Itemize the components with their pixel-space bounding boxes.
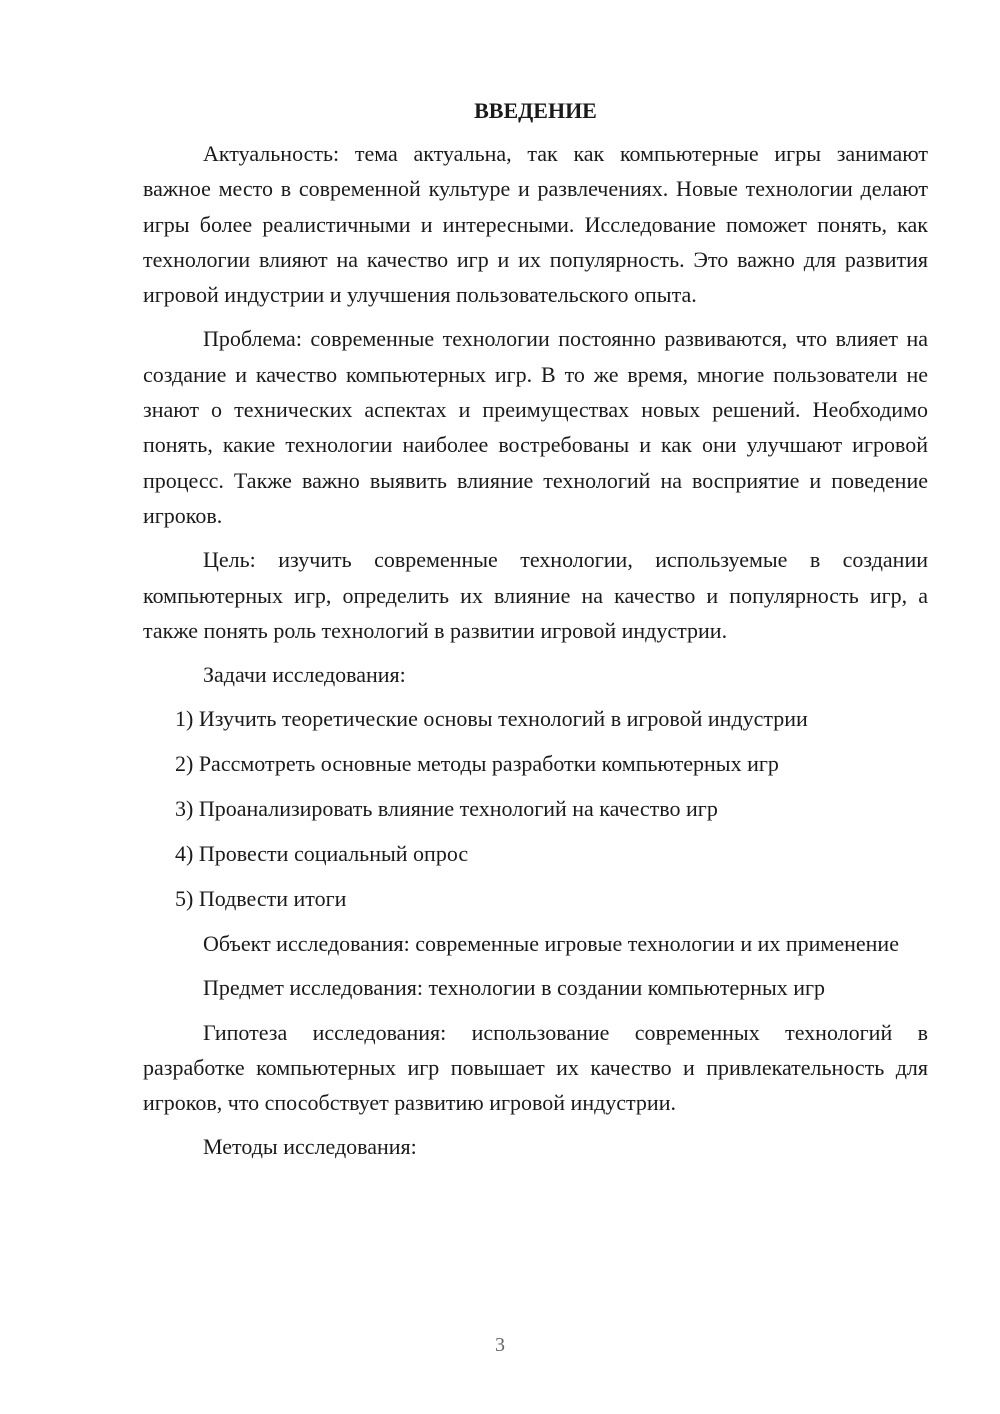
list-item: 2) Рассмотреть основные методы разработки компьютерных игр [175, 751, 779, 777]
hypothesis-paragraph: Гипотеза исследования: использование современных технологий в разработке компьютерных игр повышает их качество и привлекательность для игроков, что способствует развитию игровой индустрии. [143, 1019, 928, 1116]
list-item: 1) Изучить теоретические основы технологий в игровой индустрии [175, 706, 808, 732]
page-title: ВВЕДЕНИЕ [474, 98, 597, 123]
relevance-paragraph: Актуальность: тема актуальна, так как компьютерные игры занимают важное место в современной культуре и развлечениях. Новые технологии делают игры более реалистичными и интересными. Исследование поможет понять, как технологии влияют на качество игр и их популярность. Это важно для развития игровой индустрии и улучшения пользовательского опыта. [143, 141, 928, 308]
page-number: 3 [495, 1334, 505, 1356]
list-item: 4) Провести социальный опрос [175, 841, 469, 867]
list-item: 5) Подвести итоги [175, 886, 347, 912]
object-paragraph: Объект исследования: современные игровые технологии и их применение [203, 930, 899, 956]
subject-paragraph: Предмет исследования: технологии в создании компьютерных игр [203, 975, 826, 1001]
tasks-heading: Задачи исследования: [203, 662, 406, 688]
tasks-list [143, 701, 928, 916]
methods-heading: Методы исследования: [203, 1134, 417, 1160]
document-page [143, 96, 928, 1174]
list-item: 3) Проанализировать влияние технологий на качество игр [175, 796, 718, 822]
goal-paragraph: Цель: изучить современные технологии, используемые в создании компьютерных игр, определить их влияние на качество и популярность игр, а также понять роль технологий в развитии игровой индустрии. [143, 547, 928, 643]
problem-paragraph: Проблема: современные технологии постоянно развиваются, что влияет на создание и качество компьютерных игр. В то же время, многие пользователи не знают о технических аспектах и преимуществах новых решений. Необходимо понять, какие технологии наиболее востребованы и как они улучшают игровой процесс. Также важно выявить влияние технологий на восприятие и поведение игроков. [143, 326, 928, 528]
